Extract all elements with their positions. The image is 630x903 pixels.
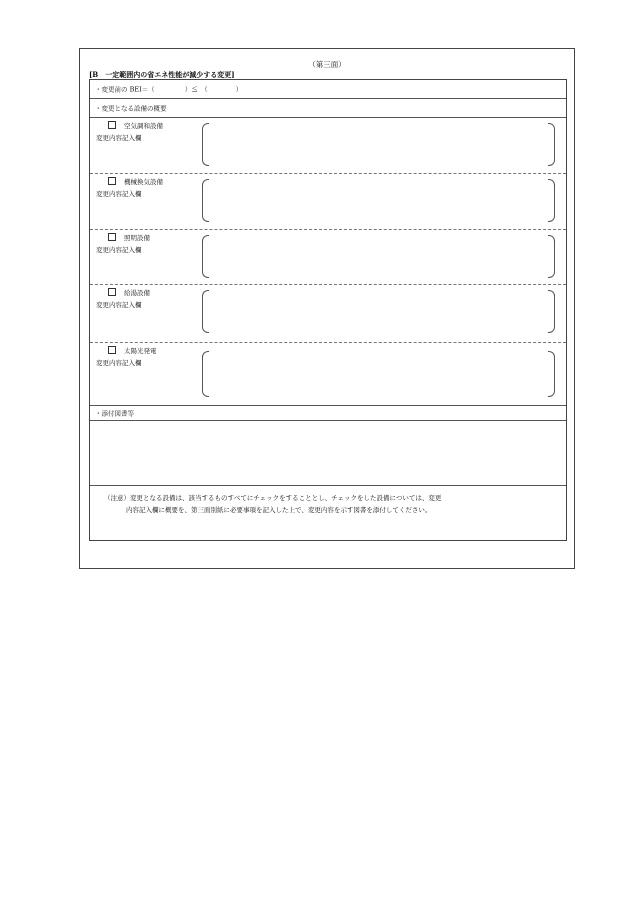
attachments-field[interactable] [90, 421, 566, 486]
equipment-item [90, 343, 566, 406]
left-bracket [202, 123, 209, 166]
checkbox[interactable] [108, 288, 116, 296]
equipment-item [90, 285, 566, 343]
left-bracket [202, 290, 209, 333]
form-page-frame [79, 48, 575, 569]
field-label: 変更内容記入欄 [96, 246, 142, 254]
attachments-heading: ・添付図書等 [95, 409, 134, 418]
right-bracket [548, 290, 555, 333]
note-line-1: （注意）変更となる設備は、該当するものすべてにチェックをすることとし、チェックをした設備については、変更 [104, 494, 442, 502]
equipment-name: 空気調和設備 [124, 122, 163, 130]
note-line-2: 内容記入欄に概要を、第三面別紙に必要事項を記入した上で、変更内容を示す図書を添付してください。 [126, 506, 432, 514]
right-bracket [548, 123, 555, 166]
field-label: 変更内容記入欄 [96, 301, 142, 309]
equipment-item [90, 118, 566, 174]
bei-prefix: ・変更前の BEI＝（ [95, 85, 155, 94]
right-bracket [548, 179, 555, 222]
equipment-name: 太陽光発電 [124, 347, 157, 355]
bei-middle: ）≦ （ [184, 85, 208, 94]
checkbox[interactable] [108, 346, 116, 354]
equipment-heading-row [90, 99, 566, 118]
equipment-item [90, 230, 566, 285]
equipment-item [90, 174, 566, 230]
section-title: [B 一定範囲内の省エネ性能が減少する変更] [89, 70, 235, 79]
left-bracket [202, 351, 209, 397]
equipment-name: 照明設備 [124, 234, 150, 242]
right-bracket [548, 351, 555, 397]
right-bracket [548, 235, 555, 278]
left-bracket [202, 235, 209, 278]
equipment-name: 給湯設備 [124, 289, 150, 297]
equipment-name: 機械換気設備 [124, 178, 163, 186]
note [104, 492, 556, 516]
checkbox[interactable] [108, 121, 116, 129]
page-label: （第三面） [308, 60, 346, 69]
checkbox[interactable] [108, 233, 116, 241]
checkbox[interactable] [108, 177, 116, 185]
field-label: 変更内容記入欄 [96, 134, 142, 142]
left-bracket [202, 179, 209, 222]
field-label: 変更内容記入欄 [96, 190, 142, 198]
field-label: 変更内容記入欄 [96, 359, 142, 367]
attachments-heading-row [90, 406, 566, 421]
bei-suffix: ） [235, 85, 243, 94]
equipment-heading: ・変更となる設備の概要 [95, 104, 167, 113]
bei-row [90, 80, 566, 99]
form-table [89, 79, 567, 541]
